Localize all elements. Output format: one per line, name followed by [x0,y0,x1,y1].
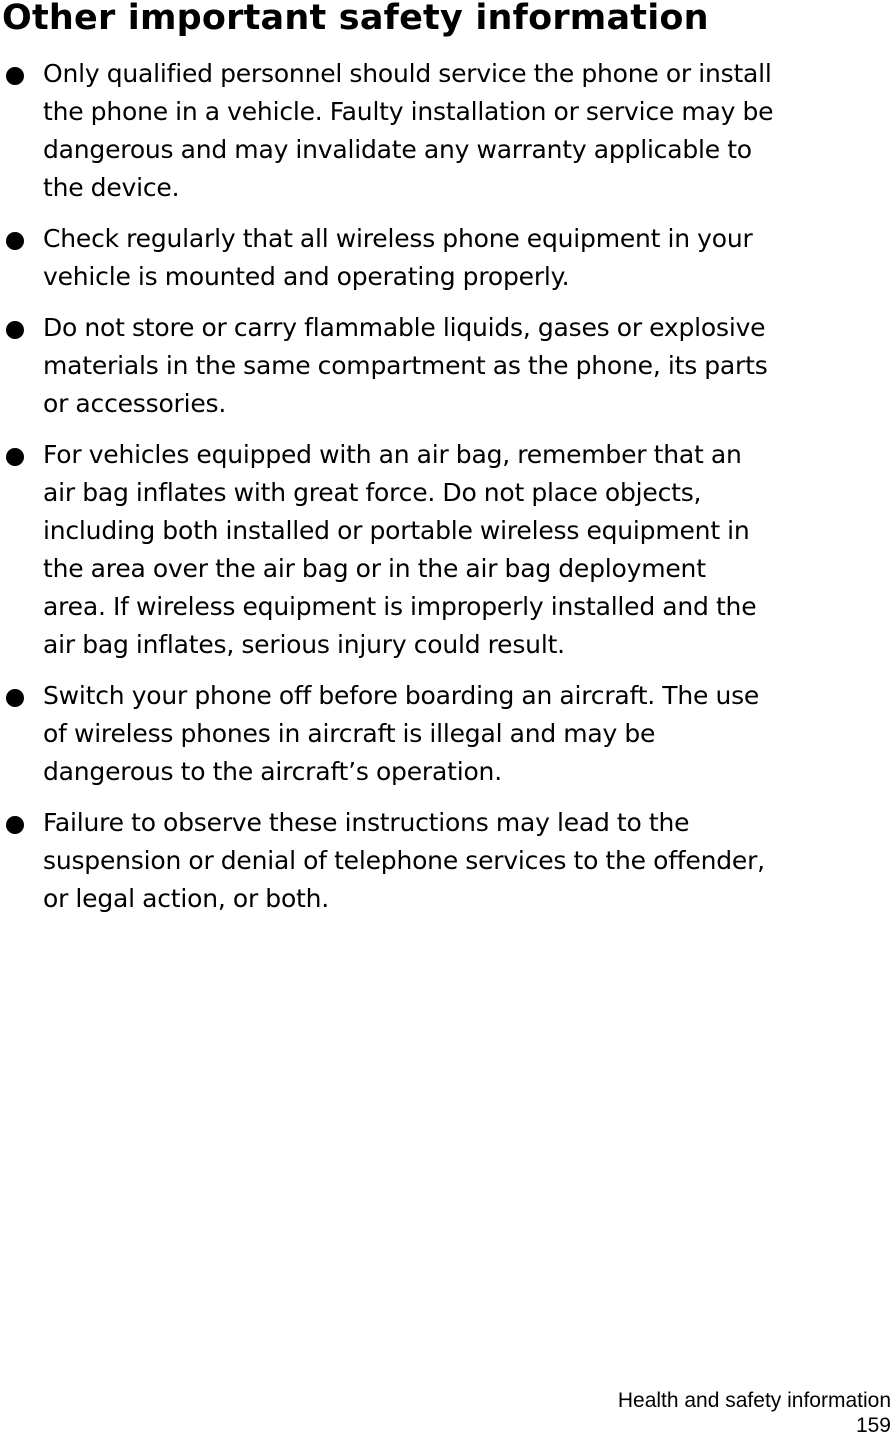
text-line: Do not store or carry flammable liquids, gases or explosive [43,313,766,342]
text-line: Switch your phone off before boarding an aircraft. The use [43,681,760,710]
text-line: Failure to observe these instructions may lead to the [43,808,690,837]
page-title: Other important safety information [2,0,709,38]
bullet-item-air-bag [0,436,895,664]
footer-section-title: Health and safety information [617,1389,891,1412]
text-line: air bag inflates, serious injury could result. [43,630,565,659]
text-line: For vehicles equipped with an air bag, remember that an [43,440,742,469]
text-line: of wireless phones in aircraft is illegal and may be [43,719,656,748]
text-line: vehicle is mounted and operating properly. [43,262,570,291]
bullet-item-failure-to-observe [0,804,895,918]
text-line: the phone in a vehicle. Faulty installation or service may be [43,97,774,126]
bullet-icon [6,67,24,85]
text-line: materials in the same compartment as the phone, its parts [43,351,768,380]
bullet-icon [6,448,24,466]
text-line: including both installed or portable wireless equipment in [43,516,750,545]
page-number: 159 [855,1414,891,1437]
text-line: dangerous and may invalidate any warranty applicable to [43,135,752,164]
bullet-icon [6,816,24,834]
text-line: the area over the air bag or in the air bag deployment [43,554,706,583]
bullet-text [43,309,893,423]
bullet-text [43,436,893,664]
bullet-text [43,55,893,207]
text-line: dangerous to the aircraft’s operation. [43,757,502,786]
text-line: or accessories. [43,389,227,418]
bullet-item-aircraft [0,677,895,791]
bullet-text [43,804,893,918]
bullet-text [43,220,893,296]
page-footer [618,1388,891,1438]
bullet-item-equipment-check [0,220,895,296]
safety-bullet-list [0,55,895,931]
bullet-icon [6,321,24,339]
text-line: suspension or denial of telephone services to the offender, [43,846,765,875]
bullet-item-service [0,55,895,207]
text-line: area. If wireless equipment is improperly installed and the [43,592,757,621]
text-line: air bag inflates with great force. Do not place objects, [43,478,702,507]
bullet-icon [6,232,24,250]
text-line: Only qualified personnel should service the phone or install [43,59,772,88]
bullet-icon [6,689,24,707]
bullet-text [43,677,893,791]
bullet-item-flammables [0,309,895,423]
text-line: the device. [43,173,180,202]
text-line: or legal action, or both. [43,884,330,913]
text-line: Check regularly that all wireless phone equipment in your [43,224,753,253]
